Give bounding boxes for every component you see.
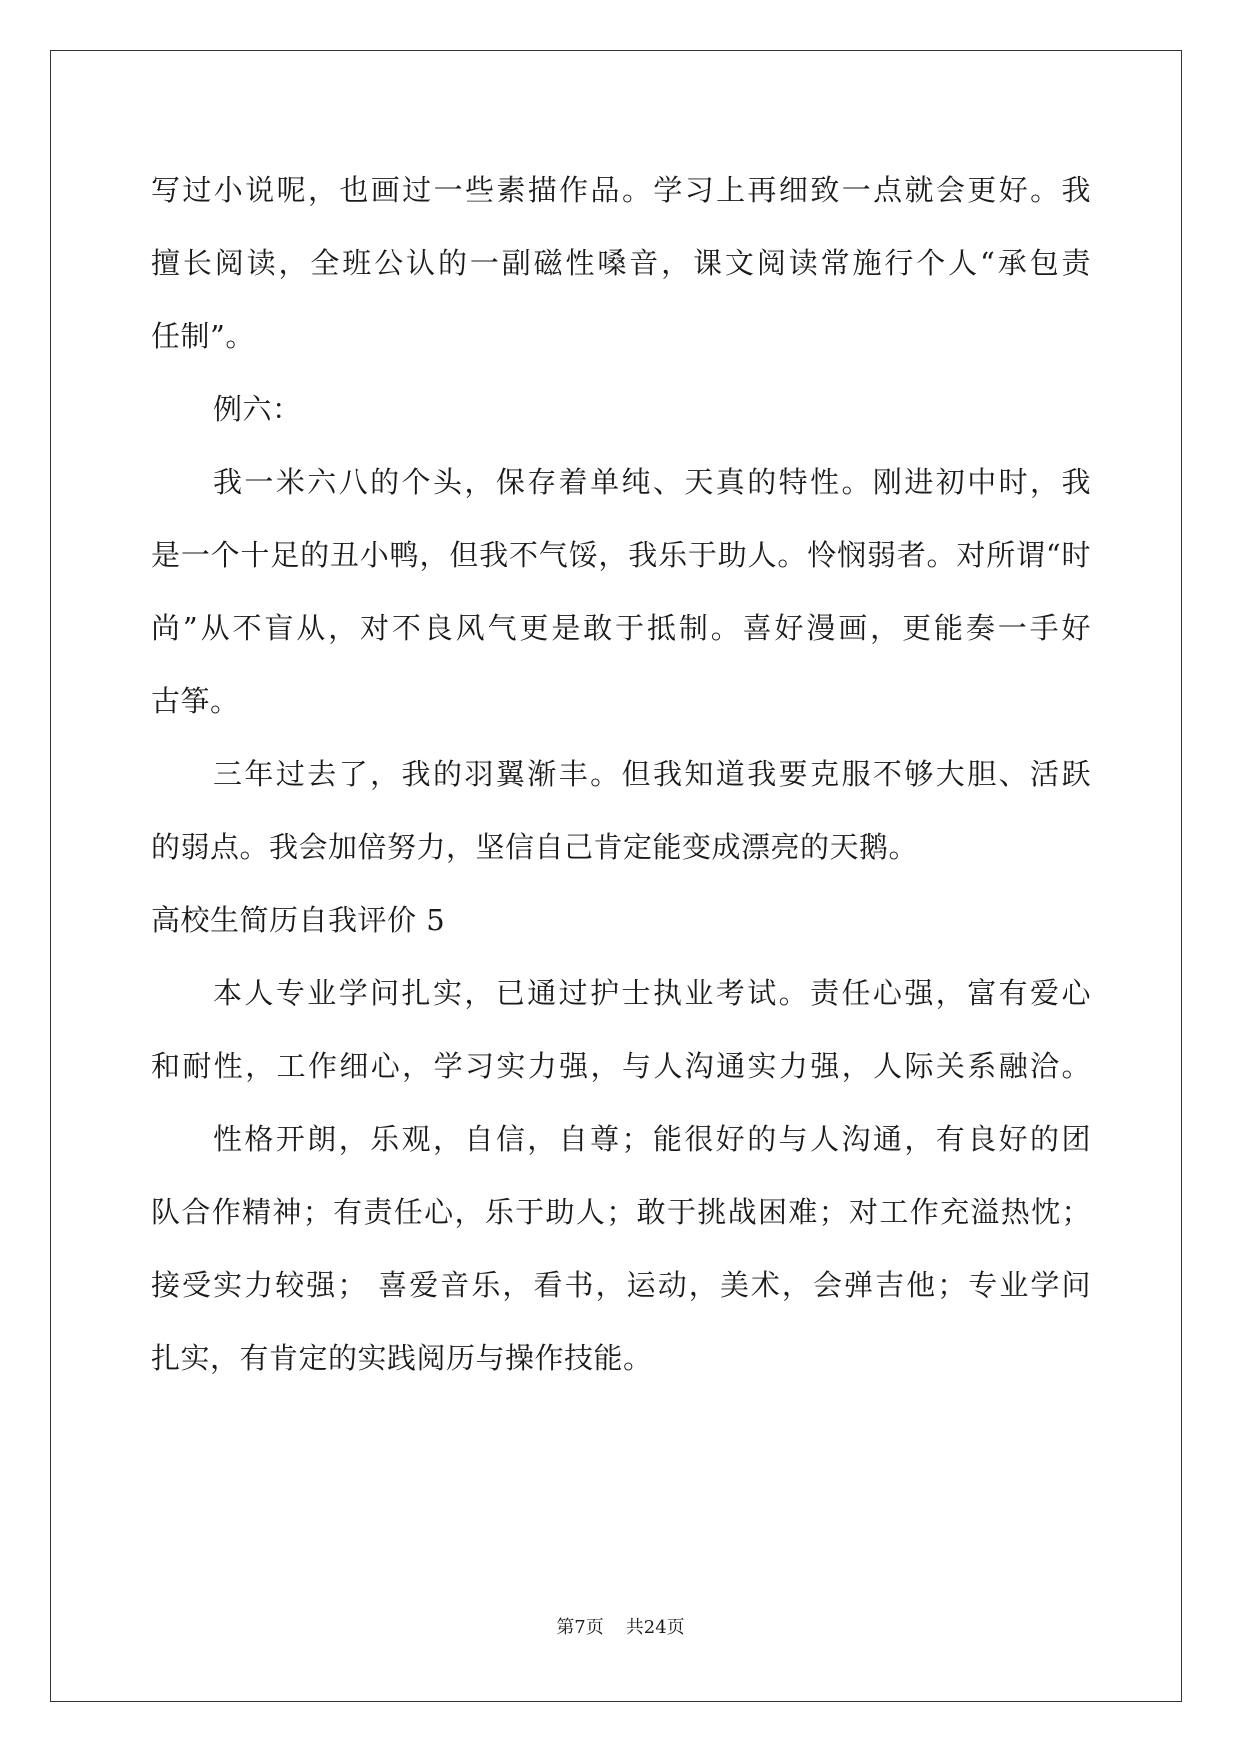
text-line: 性格开朗，乐观，自信，自尊；能很好的与人沟通，有良好的团 (213, 1122, 1091, 1156)
text-line: 写过小说呢，也画过一些素描作品。学习上再细致一点就会更好。我 (151, 173, 1091, 207)
page-border (50, 50, 1182, 1702)
text-line: 的弱点。我会加倍努力，坚信自己肯定能变成漂亮的天鹅。 (151, 830, 919, 864)
page-total: 共24页 (625, 1617, 685, 1638)
text-line: 我一米六八的个头，保存着单纯、天真的特性。刚进初中时，我 (213, 465, 1091, 499)
text-line: 任制”。 (151, 319, 255, 353)
text-line: 接受实力较强； 喜爱音乐，看书，运动，美术，会弹吉他；专业学问 (151, 1268, 1091, 1302)
text-line: 擅长阅读，全班公认的一副磁性嗓音，课文阅读常施行个人“承包责 (151, 246, 1091, 280)
text-line: 古筝。 (151, 684, 240, 718)
section-heading: 高校生简历自我评价 5 (151, 903, 446, 937)
section-label: 例六： (213, 392, 302, 426)
text-line: 是一个十足的丑小鸭，但我不气馁，我乐于助人。怜悯弱者。对所谓“时 (151, 538, 1091, 572)
page-number: 第7页 (556, 1617, 604, 1638)
text-line: 尚”从不盲从，对不良风气更是敢于抵制。喜好漫画，更能奏一手好 (151, 611, 1091, 645)
text-line: 三年过去了，我的羽翼渐丰。但我知道我要克服不够大胆、活跃 (213, 757, 1091, 791)
text-line: 队合作精神；有责任心，乐于助人；敢于挑战困难；对工作充溢热忱； (151, 1195, 1091, 1229)
text-line: 和耐性，工作细心，学习实力强，与人沟通实力强，人际关系融洽。 (151, 1049, 1091, 1083)
text-line: 本人专业学问扎实，已通过护士执业考试。责任心强，富有爱心 (213, 976, 1091, 1010)
text-line: 扎实，有肯定的实践阅历与操作技能。 (151, 1341, 653, 1375)
page-footer (0, 1616, 1241, 1640)
